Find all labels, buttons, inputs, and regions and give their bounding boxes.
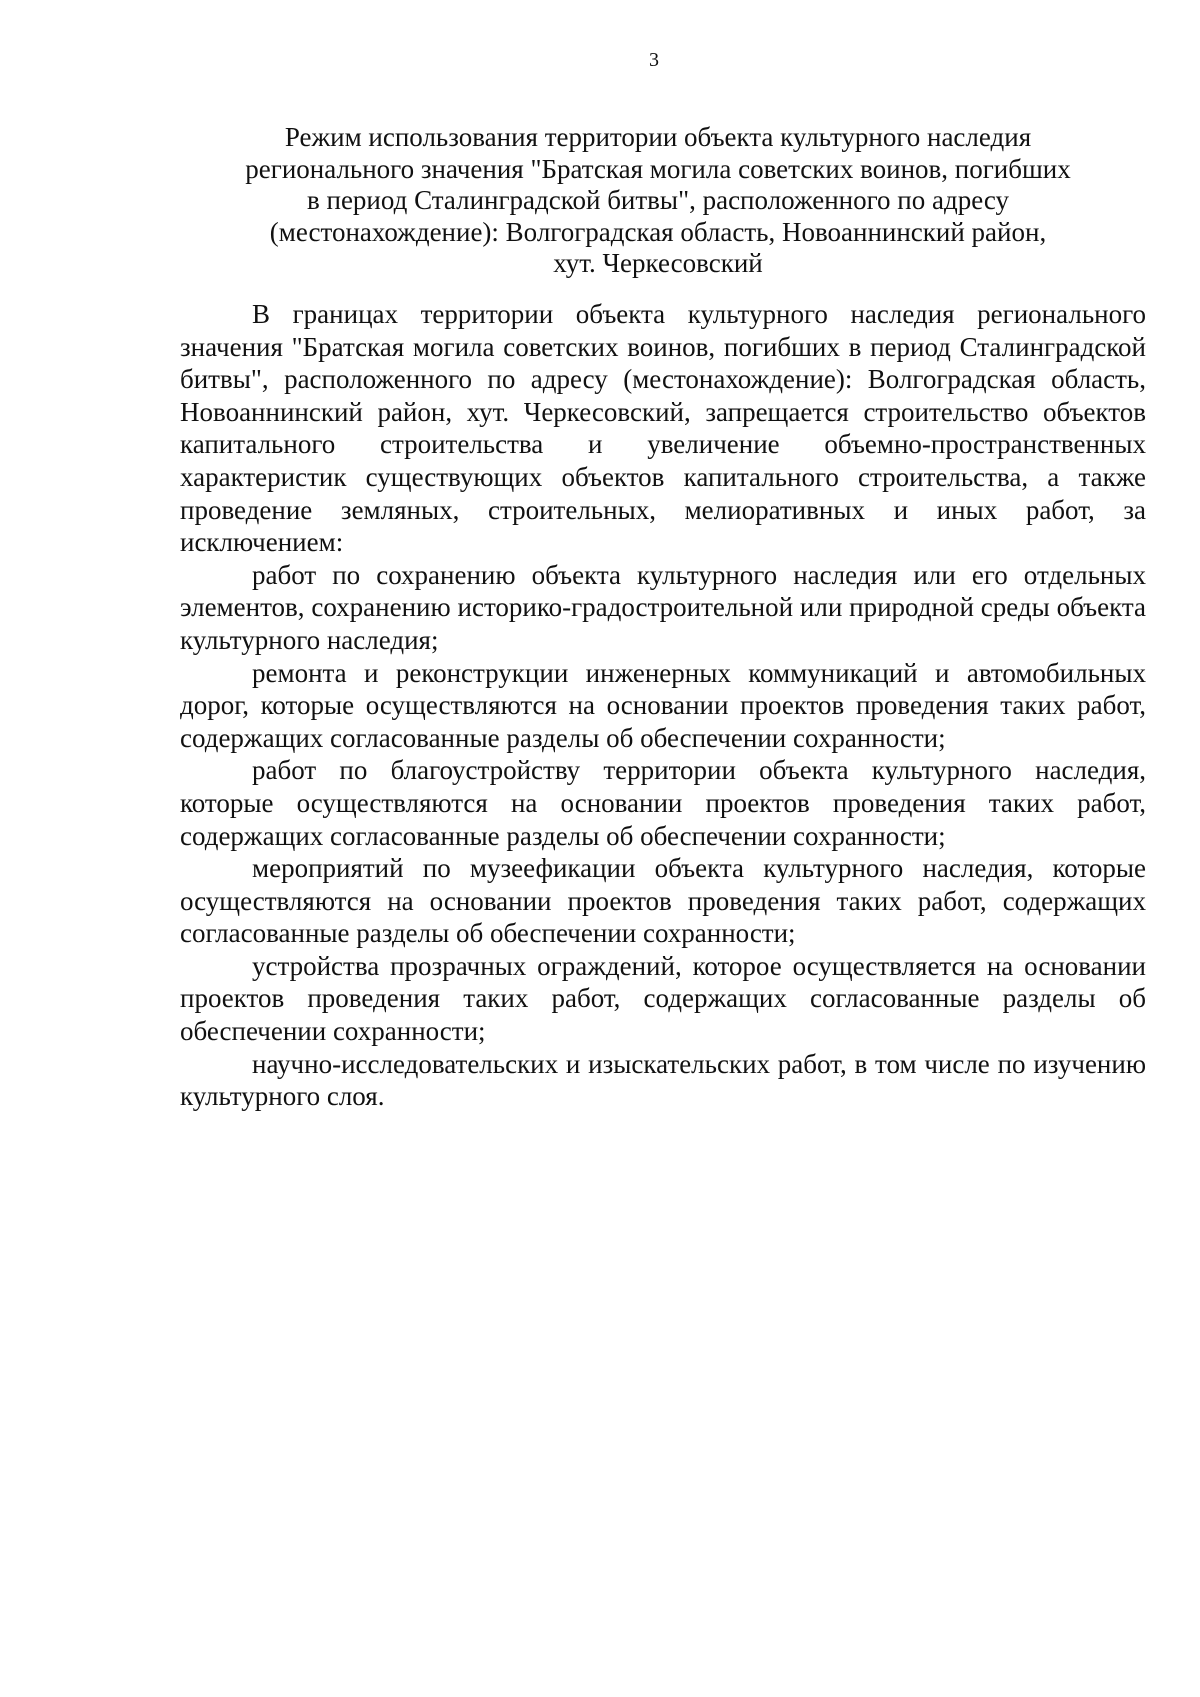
paragraph-exception-museum: мероприятий по музеефикации объекта культурного наследия, которые осуществляются на основании проектов проведения таких работ, содержащих согласованные разделы об обеспечении сохранности;: [180, 853, 1146, 949]
paragraph-intro: В границах территории объекта культурного наследия регионального значения "Братская могила советских воинов, погибших в период Сталинградской битвы", расположенного по адресу (местонахождение): Волгоградская область, Новоаннинский район, хут. Черкесовский, запрещается строительство объектов капитального строительства и увеличение объемно-пространственных характеристик существующих объектов капитального строительства, а также проведение земляных, строительных, мелиоративных и иных работ, за исключением:: [180, 299, 1146, 558]
title-line: регионального значения "Братская могила советских воинов, погибших: [245, 153, 1071, 184]
document-title: [178, 122, 1138, 280]
paragraph-exception-research: научно-исследовательских и изыскательских работ, в том числе по изучению культурного слоя.: [180, 1048, 1146, 1112]
document-body: [180, 298, 1146, 1113]
title-line: хут. Черкесовский: [553, 248, 763, 278]
paragraph-exception-preservation: работ по сохранению объекта культурного наследия или его отдельных элементов, сохранению историко-градостроительной или природной среды объекта культурного наследия;: [180, 559, 1146, 655]
title-line: Режим использования территории объекта культурного наследия: [284, 122, 1032, 152]
title-line: в период Сталинградской битвы", расположенного по адресу: [307, 185, 1009, 215]
page-number: 3: [649, 49, 659, 71]
paragraph-exception-fencing: устройства прозрачных ограждений, которое осуществляется на основании проектов проведения таких работ, содержащих согласованные разделы об обеспечении сохранности;: [180, 950, 1146, 1047]
paragraph-exception-landscaping: работ по благоустройству территории объекта культурного наследия, которые осуществляются на основании проектов проведения таких работ, содержащих согласованные разделы об обеспечении сохранности;: [180, 755, 1146, 851]
paragraph-exception-repair: ремонта и реконструкции инженерных коммуникаций и автомобильных дорог, которые осуществляются на основании проектов проведения таких работ, содержащих согласованные разделы об обеспечении сохранности;: [180, 657, 1146, 753]
title-line: (местонахождение): Волгоградская область, Новоаннинский район,: [269, 216, 1047, 247]
